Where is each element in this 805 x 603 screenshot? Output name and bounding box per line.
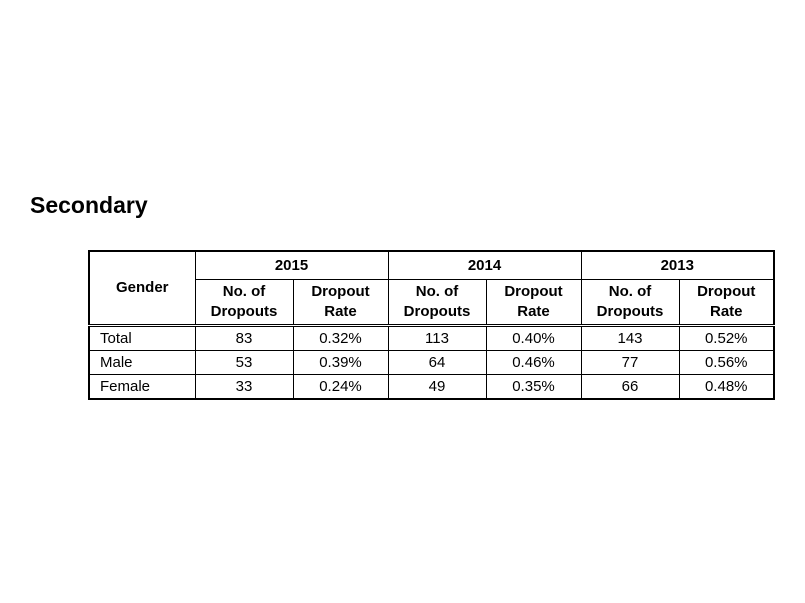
dropout-rate-cell: 0.35%: [486, 375, 581, 400]
dropouts-count-cell: 64: [388, 351, 486, 375]
gender-cell: Female: [89, 375, 195, 400]
dropout-rate-cell: 0.32%: [293, 326, 388, 351]
dropout-rate-cell: 0.52%: [679, 326, 774, 351]
table-row: [89, 351, 774, 375]
dropouts-count-header: No. of Dropouts: [581, 280, 679, 326]
dropouts-count-cell: 83: [195, 326, 293, 351]
dropouts-count-cell: 49: [388, 375, 486, 400]
dropout-rate-cell: 0.48%: [679, 375, 774, 400]
gender-header: Gender: [89, 251, 195, 326]
dropouts-count-cell: 66: [581, 375, 679, 400]
year-header-row: [89, 251, 774, 280]
dropout-table: [88, 250, 775, 400]
year-header: 2013: [581, 251, 774, 280]
dropout-rate-cell: 0.24%: [293, 375, 388, 400]
gender-cell: Total: [89, 326, 195, 351]
dropouts-count-header: No. of Dropouts: [388, 280, 486, 326]
dropout-rate-header: Dropout Rate: [293, 280, 388, 326]
dropout-rate-cell: 0.39%: [293, 351, 388, 375]
dropouts-count-cell: 53: [195, 351, 293, 375]
dropout-rate-header: Dropout Rate: [486, 280, 581, 326]
dropout-rate-cell: 0.46%: [486, 351, 581, 375]
table-row: [89, 375, 774, 400]
year-header: 2015: [195, 251, 388, 280]
year-header: 2014: [388, 251, 581, 280]
dropouts-count-cell: 77: [581, 351, 679, 375]
dropouts-count-header: No. of Dropouts: [195, 280, 293, 326]
table-row: [89, 326, 774, 351]
dropouts-count-cell: 33: [195, 375, 293, 400]
gender-cell: Male: [89, 351, 195, 375]
dropout-rate-header: Dropout Rate: [679, 280, 774, 326]
dropout-rate-cell: 0.40%: [486, 326, 581, 351]
dropouts-count-cell: 113: [388, 326, 486, 351]
section-heading: Secondary: [30, 192, 148, 218]
dropout-rate-cell: 0.56%: [679, 351, 774, 375]
dropouts-count-cell: 143: [581, 326, 679, 351]
